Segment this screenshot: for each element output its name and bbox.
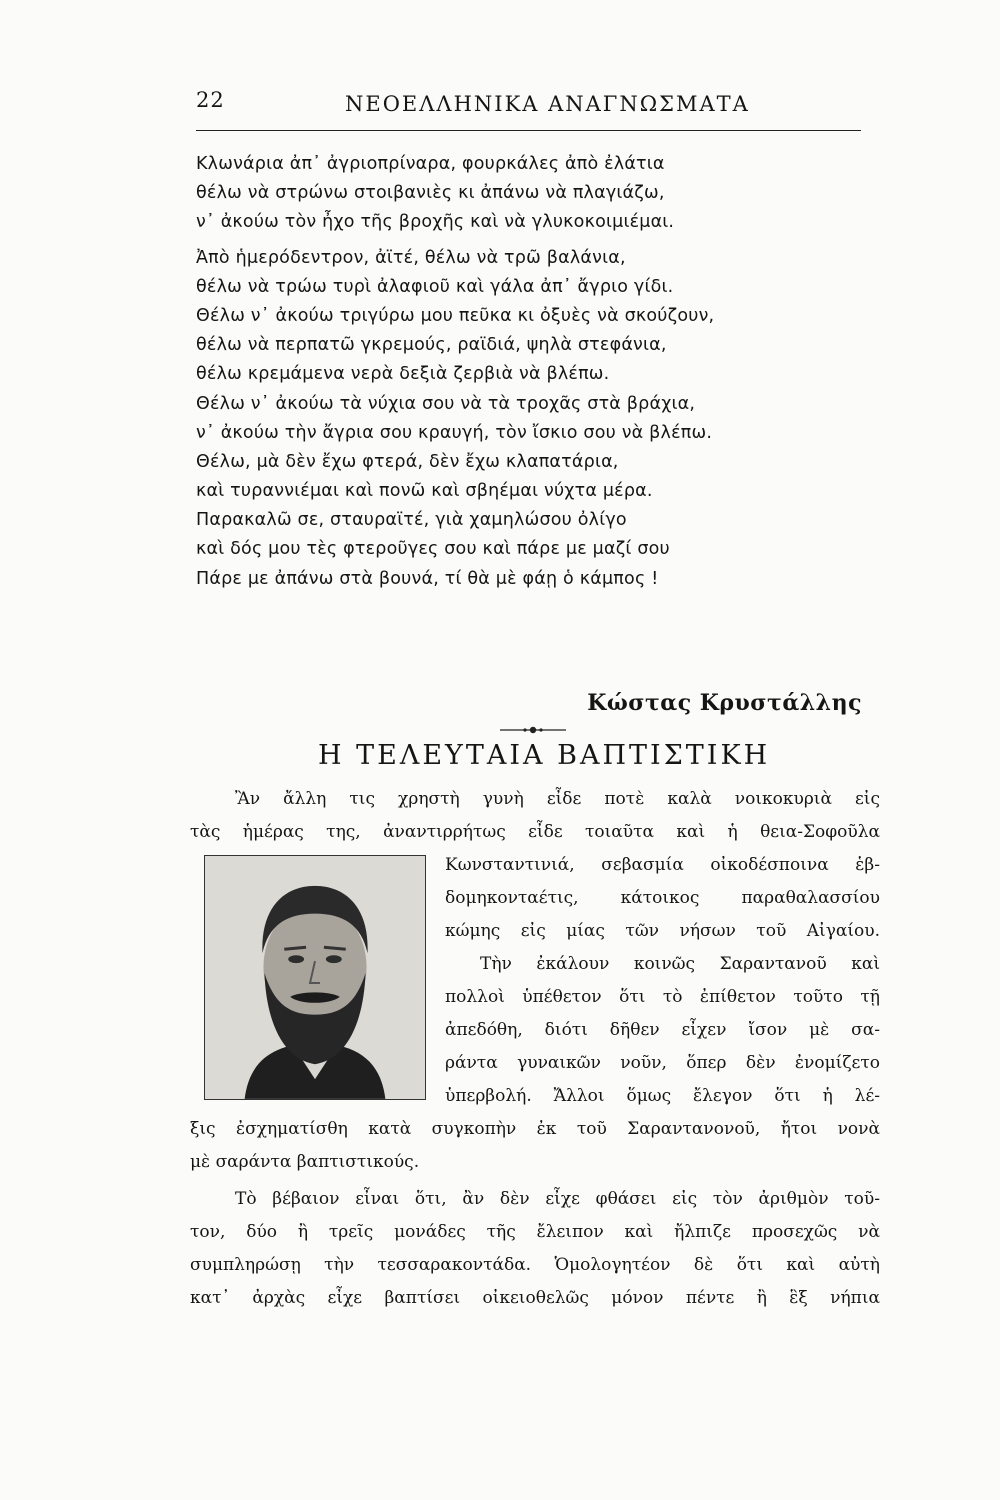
poem-line: Πάρε με ἀπάνω στὰ βουνά, τί θὰ μὲ φάῃ ὁ κάμπος ! (196, 568, 659, 589)
poem-line: Θέλω, μὰ δὲν ἔχω φτερά, δὲν ἔχω κλαπατάρια, (196, 451, 619, 472)
text-line: Κωνσταντινιά, σεβασμία οἰκοδέσποινα ἑβ- (445, 855, 880, 875)
text-line: τὰς ἡμέρας της, ἀναντιρρήτως εἶδε τοιαῦτα καὶ ἡ θεια-Σοφοῦλα (190, 822, 880, 842)
poem-line: Κλωνάρια ἀπ᾽ ἀγριοπρίναρα, φουρκάλες ἀπὸ ἐλάτια (196, 154, 665, 174)
article-title: Η ΤΕΛΕΥΤΑΙΑ ΒΑΠΤΙΣΤΙΚΗ (318, 740, 771, 771)
paragraph (190, 783, 880, 1179)
poem (196, 150, 836, 594)
poem-author: Κώστας Κρυστάλλης (587, 690, 862, 716)
text-line: ξις ἐσχηματίσθη κατὰ συγκοπὴν ἐκ τοῦ Σαραντανονοῦ, ἤτοι νονὰ (190, 1119, 880, 1139)
poem-line: Θέλω ν᾽ ἀκούω τριγύρω μου πεῦκα κι ὀξυὲς νὰ σκούζουν, (196, 305, 715, 326)
text-line: τον, δύο ἢ τρεῖς μονάδες τῆς ἔλειπον καὶ ἤλπιζε προσεχῶς νὰ (190, 1222, 880, 1242)
text-line: ἀπεδόθη, διότι δῆθεν εἶχεν ἴσον μὲ σα- (445, 1020, 880, 1040)
text-line: Ἂν ἄλλη τις χρηστὴ γυνὴ εἶδε ποτὲ καλὰ νοικοκυριὰ εἰς (235, 789, 880, 809)
text-line: μὲ σαράντα βαπτιστικούς. (190, 1152, 420, 1172)
poem-line: καὶ τυραννιέμαι καὶ πονῶ καὶ σβηέμαι νύχτα μέρα. (196, 481, 653, 502)
paragraph (190, 1183, 880, 1315)
text-line: πολλοὶ ὑπέθετον ὅτι τὸ ἐπίθετον τοῦτο τῇ (445, 987, 880, 1007)
poem-line: Θέλω ν᾽ ἀκούω τὰ νύχια σου νὰ τὰ τροχᾶς στὰ βράχια, (196, 393, 696, 414)
poem-line: ν᾽ ἀκούω τὴν ἄγρια σου κραυγή, τὸν ἴσκιο σου νὰ βλέπω. (196, 422, 713, 443)
poem-line: θέλω κρεμάμενα νερὰ δεξιὰ ζερβιὰ νὰ βλέπω. (196, 364, 610, 385)
poem-line: καὶ δός μου τὲς φτεροῦγες σου καὶ πάρε με μαζί σου (196, 539, 670, 560)
poem-line: θέλω νὰ τρώω τυρὶ ἀλαφιοῦ καὶ γάλα ἀπ᾽ ἄγριο γίδι. (196, 276, 674, 297)
text-line: κατ᾽ ἀρχὰς εἶχε βαπτίσει οἰκειοθελῶς μόνον πέντε ἢ ἓξ νήπια (190, 1288, 880, 1308)
text-line: δομηκονταέτις, κάτοικος παραθαλασσίου (445, 888, 880, 908)
text-line: συμπληρώσῃ τὴν τεσσαρακοντάδα. Ὁμολογητέον δὲ ὅτι καὶ αὐτὴ (190, 1255, 880, 1275)
running-title: ΝΕΟΕΛΛΗΝΙΚΑ ΑΝΑΓΝΩΣΜΑΤΑ (345, 92, 750, 116)
text-line: ράντα γυναικῶν νοῦν, ὅπερ δὲν ἐνομίζετο (445, 1053, 880, 1073)
text-line: Τὸ βέβαιον εἶναι ὅτι, ἂν δὲν εἶχε φθάσει εἰς τὸν ἀριθμὸν τοῦ- (235, 1189, 880, 1209)
poem-line: θέλω νὰ στρώνω στοιβανιὲς κι ἀπάνω νὰ πλαγιάζω, (196, 183, 665, 204)
poem-line: Ἀπὸ ἡμερόδεντρον, ἀϊτέ, θέλω νὰ τρῶ βαλάνια, (196, 247, 626, 268)
poem-line: ν᾽ ἀκούω τὸν ἦχο τῆς βροχῆς καὶ νὰ γλυκοκοιμιέμαι. (196, 212, 675, 233)
text-line: Τὴν ἐκάλουν κοινῶς Σαραντανοῦ καὶ (480, 954, 880, 974)
header-rule (196, 130, 861, 131)
poem-line: θέλω νὰ περπατῶ γκρεμούς, ραϊδιά, ψηλὰ στεφάνια, (196, 335, 667, 356)
section-divider-ornament (498, 722, 568, 738)
poem-line: Παρακαλῶ σε, σταυραϊτέ, γιὰ χαμηλώσου ὀλίγο (196, 510, 627, 531)
text-line: κώμης εἰς μίας τῶν νήσων τοῦ Αἰγαίου. (445, 921, 880, 941)
article-body (190, 783, 880, 1315)
text-line: ὑπερβολή. Ἄλλοι ὅμως ἔλεγον ὅτι ἡ λέ- (445, 1086, 880, 1106)
page-number: 22 (196, 88, 225, 112)
